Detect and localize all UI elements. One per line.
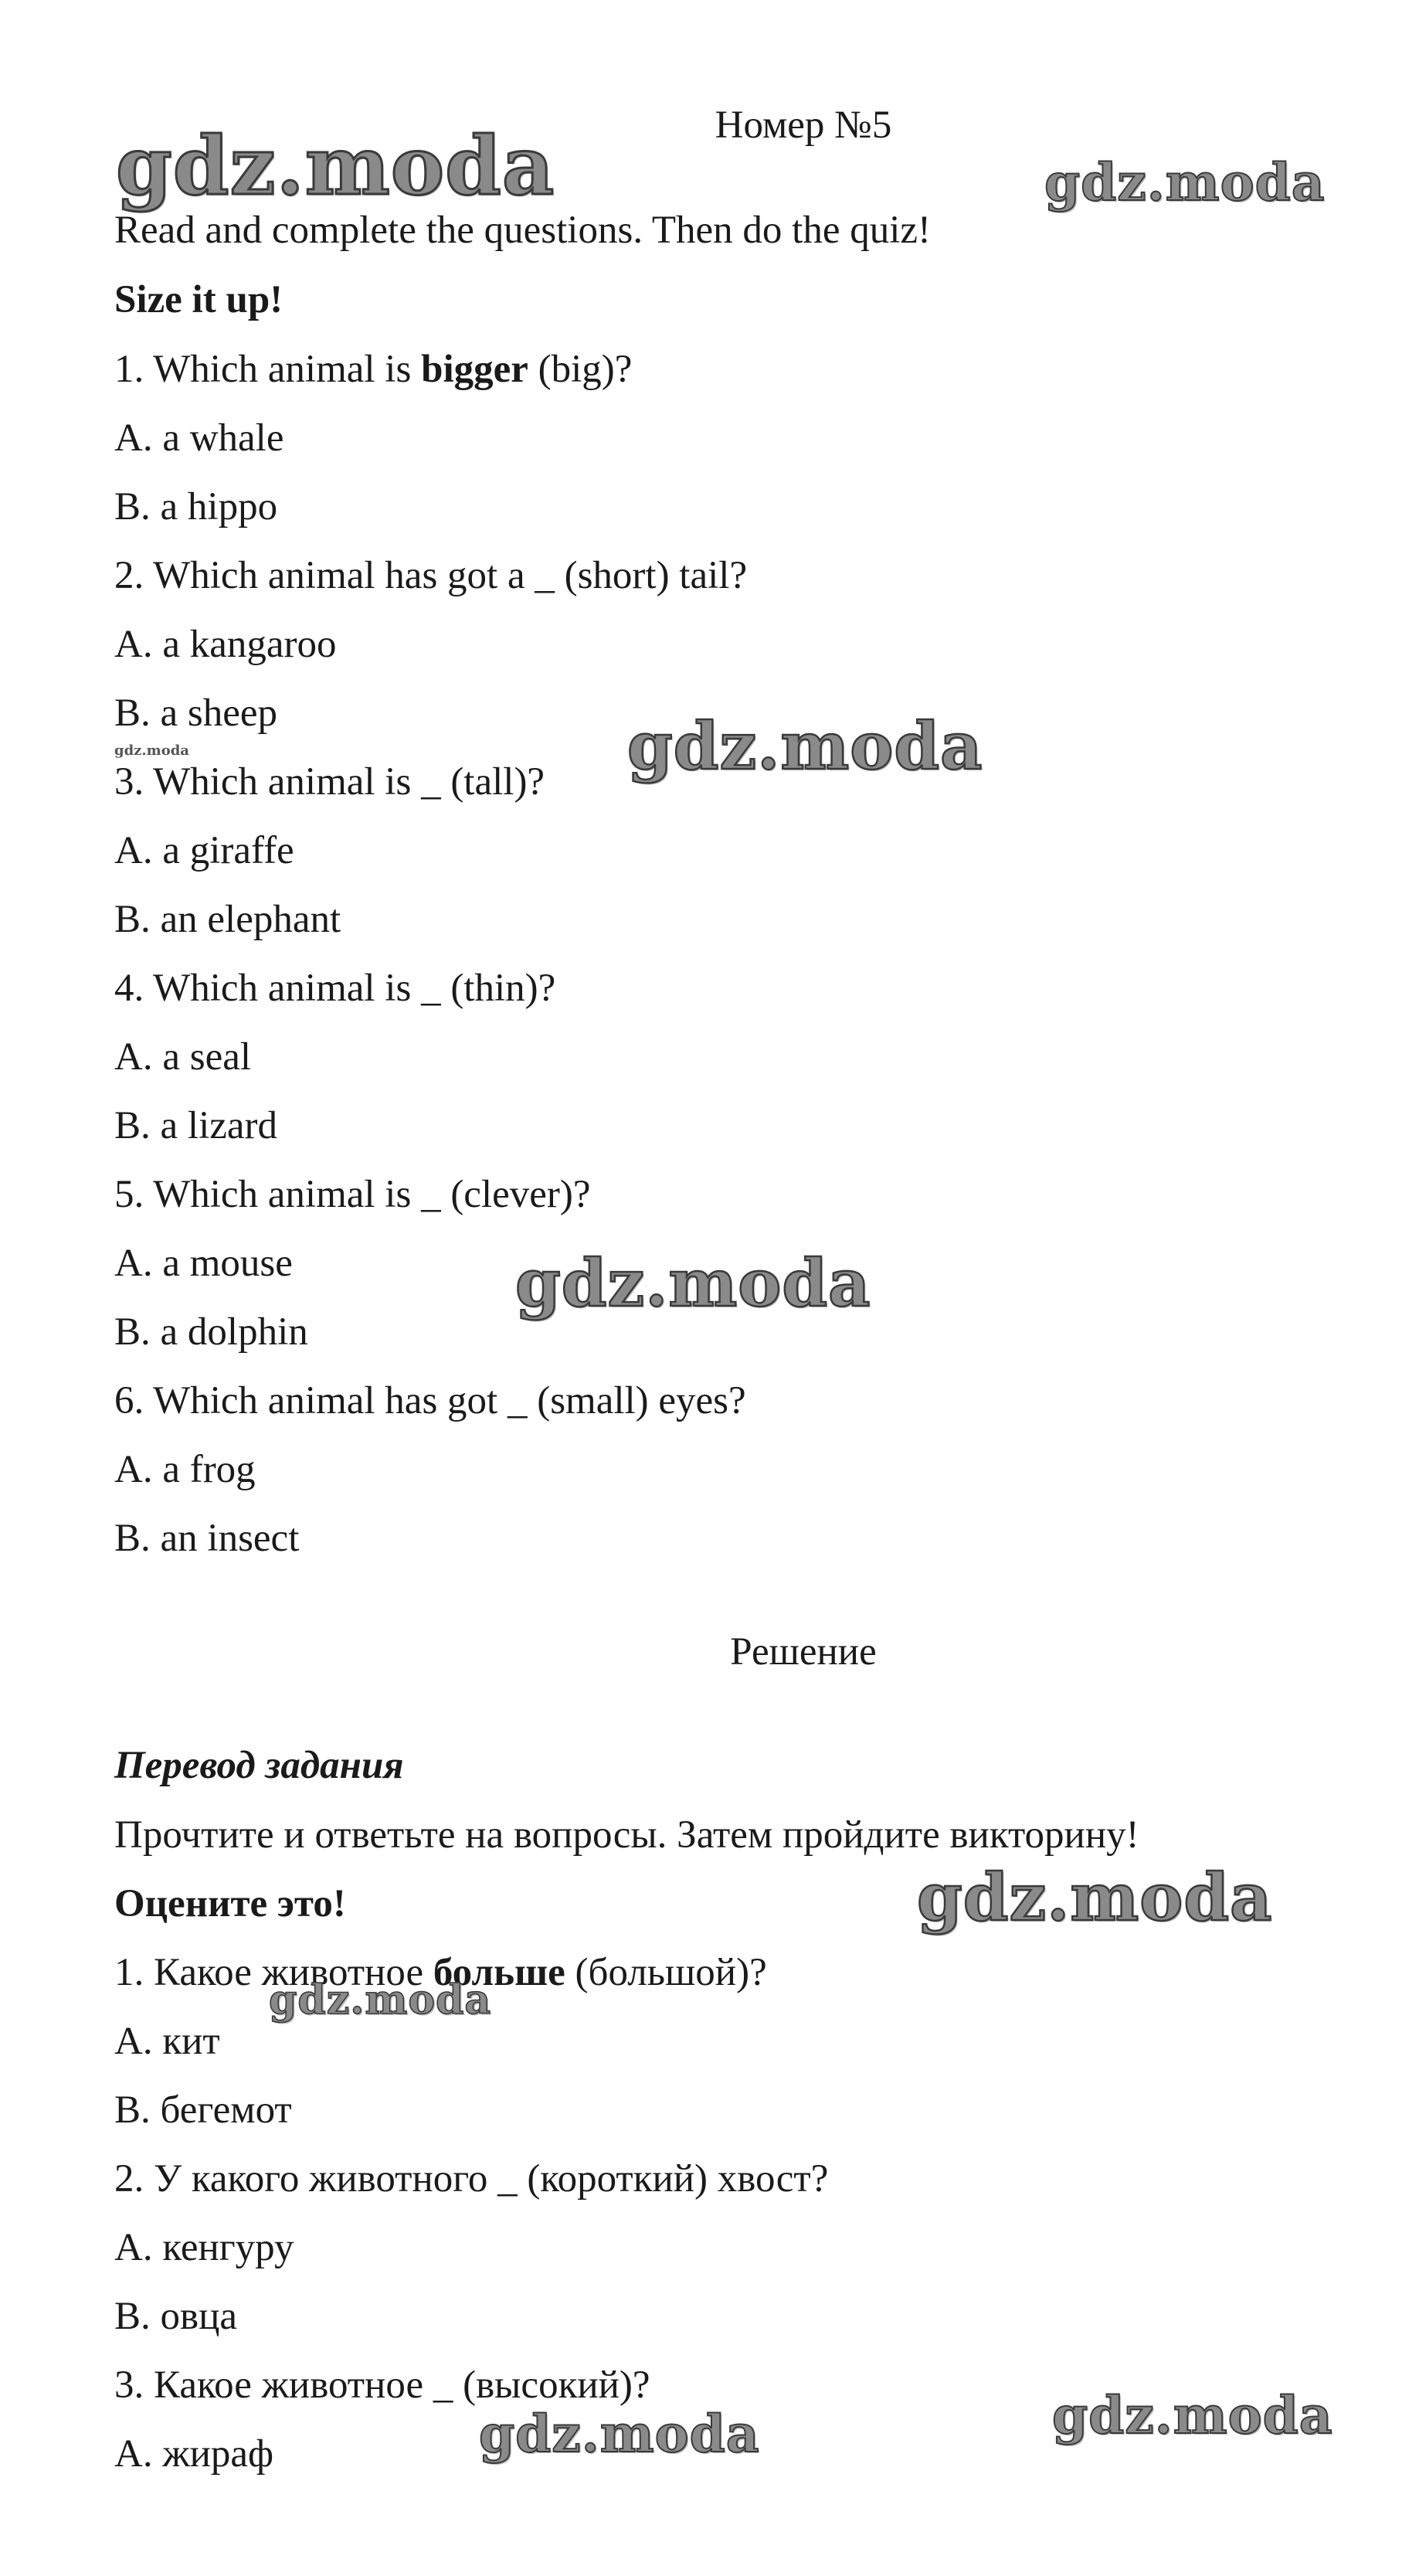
question-6: 6. Which animal has got _ (small) eyes? [114, 1379, 746, 1422]
watermark-logo: gdz.moda [515, 1245, 871, 1321]
question-5-option-a: A. a mouse [114, 1242, 293, 1285]
watermark-logo: gdz.moda [269, 1976, 492, 2024]
question-4-option-a: A. a seal [114, 1035, 252, 1079]
translation-question-3: 3. Какое животное _ (высокий)? [114, 2364, 650, 2407]
solution-heading: Решение [730, 1630, 877, 1674]
translation-heading: Перевод задания [114, 1744, 404, 1787]
question-3-option-b: B. an elephant [114, 898, 341, 941]
translation-question-2-option-b: B. овца [114, 2295, 238, 2338]
question-2-option-b: B. a sheep [114, 692, 278, 735]
question-5: 5. Which animal is _ (clever)? [114, 1173, 591, 1216]
question-3: 3. Which animal is _ (tall)? [114, 760, 545, 804]
translation-question-2: 2. У какого животного _ (короткий) хвост? [114, 2157, 829, 2200]
watermark-logo: gdz.moda [479, 2404, 760, 2464]
translation-question-3-option-a: A. жираф [114, 2432, 274, 2476]
question-2-option-a: A. a kangaroo [114, 623, 337, 666]
translation-question-2-option-a: A. кенгуру [114, 2226, 294, 2269]
translation-question-1-pre: 1. Какое животное [114, 1951, 433, 1994]
translation-quiz-title: Оцените это! [114, 1882, 346, 1925]
question-4-option-b: B. a lizard [114, 1104, 277, 1147]
watermark-logo: gdz.moda [1044, 152, 1326, 212]
translation-question-1-option-a: A. кит [114, 2020, 220, 2063]
translation-instruction: Прочтите и ответьте на вопросы. Затем пройдите викторину! [114, 1813, 1139, 1857]
question-5-option-b: B. a dolphin [114, 1310, 308, 1354]
question-6-option-b: B. an insect [114, 1517, 300, 1560]
watermark-logo: gdz.moda [1052, 2385, 1333, 2445]
watermark-logo: gdz.moda [917, 1859, 1273, 1935]
question-1-pre: 1. Which animal is [114, 348, 422, 391]
watermark-logo: gdz.moda [114, 743, 189, 759]
question-3-option-a: A. a giraffe [114, 829, 294, 872]
question-1-post: (big)? [528, 348, 633, 391]
task-instruction: Read and complete the questions. Then do the quiz! [114, 209, 932, 252]
translation-question-1-post: (большой)? [565, 1951, 767, 1994]
question-1-option-b: B. a hippo [114, 485, 278, 528]
question-6-option-a: A. a frog [114, 1448, 256, 1491]
question-2: 2. Which animal has got a _ (short) tail? [114, 554, 748, 597]
translation-question-1-bold-word: больше [433, 1951, 565, 1994]
page-title: Номер №5 [715, 104, 892, 147]
question-1 [114, 346, 632, 393]
quiz-title: Size it up! [114, 278, 283, 321]
watermark-logo: gdz.moda [116, 118, 555, 213]
question-4: 4. Which animal is _ (thin)? [114, 967, 556, 1010]
watermark-logo: gdz.moda [627, 708, 983, 784]
translation-question-1-option-b: B. бегемот [114, 2088, 292, 2132]
question-1-option-a: A. a whale [114, 416, 284, 460]
question-1-bold-word: bigger [421, 348, 528, 391]
